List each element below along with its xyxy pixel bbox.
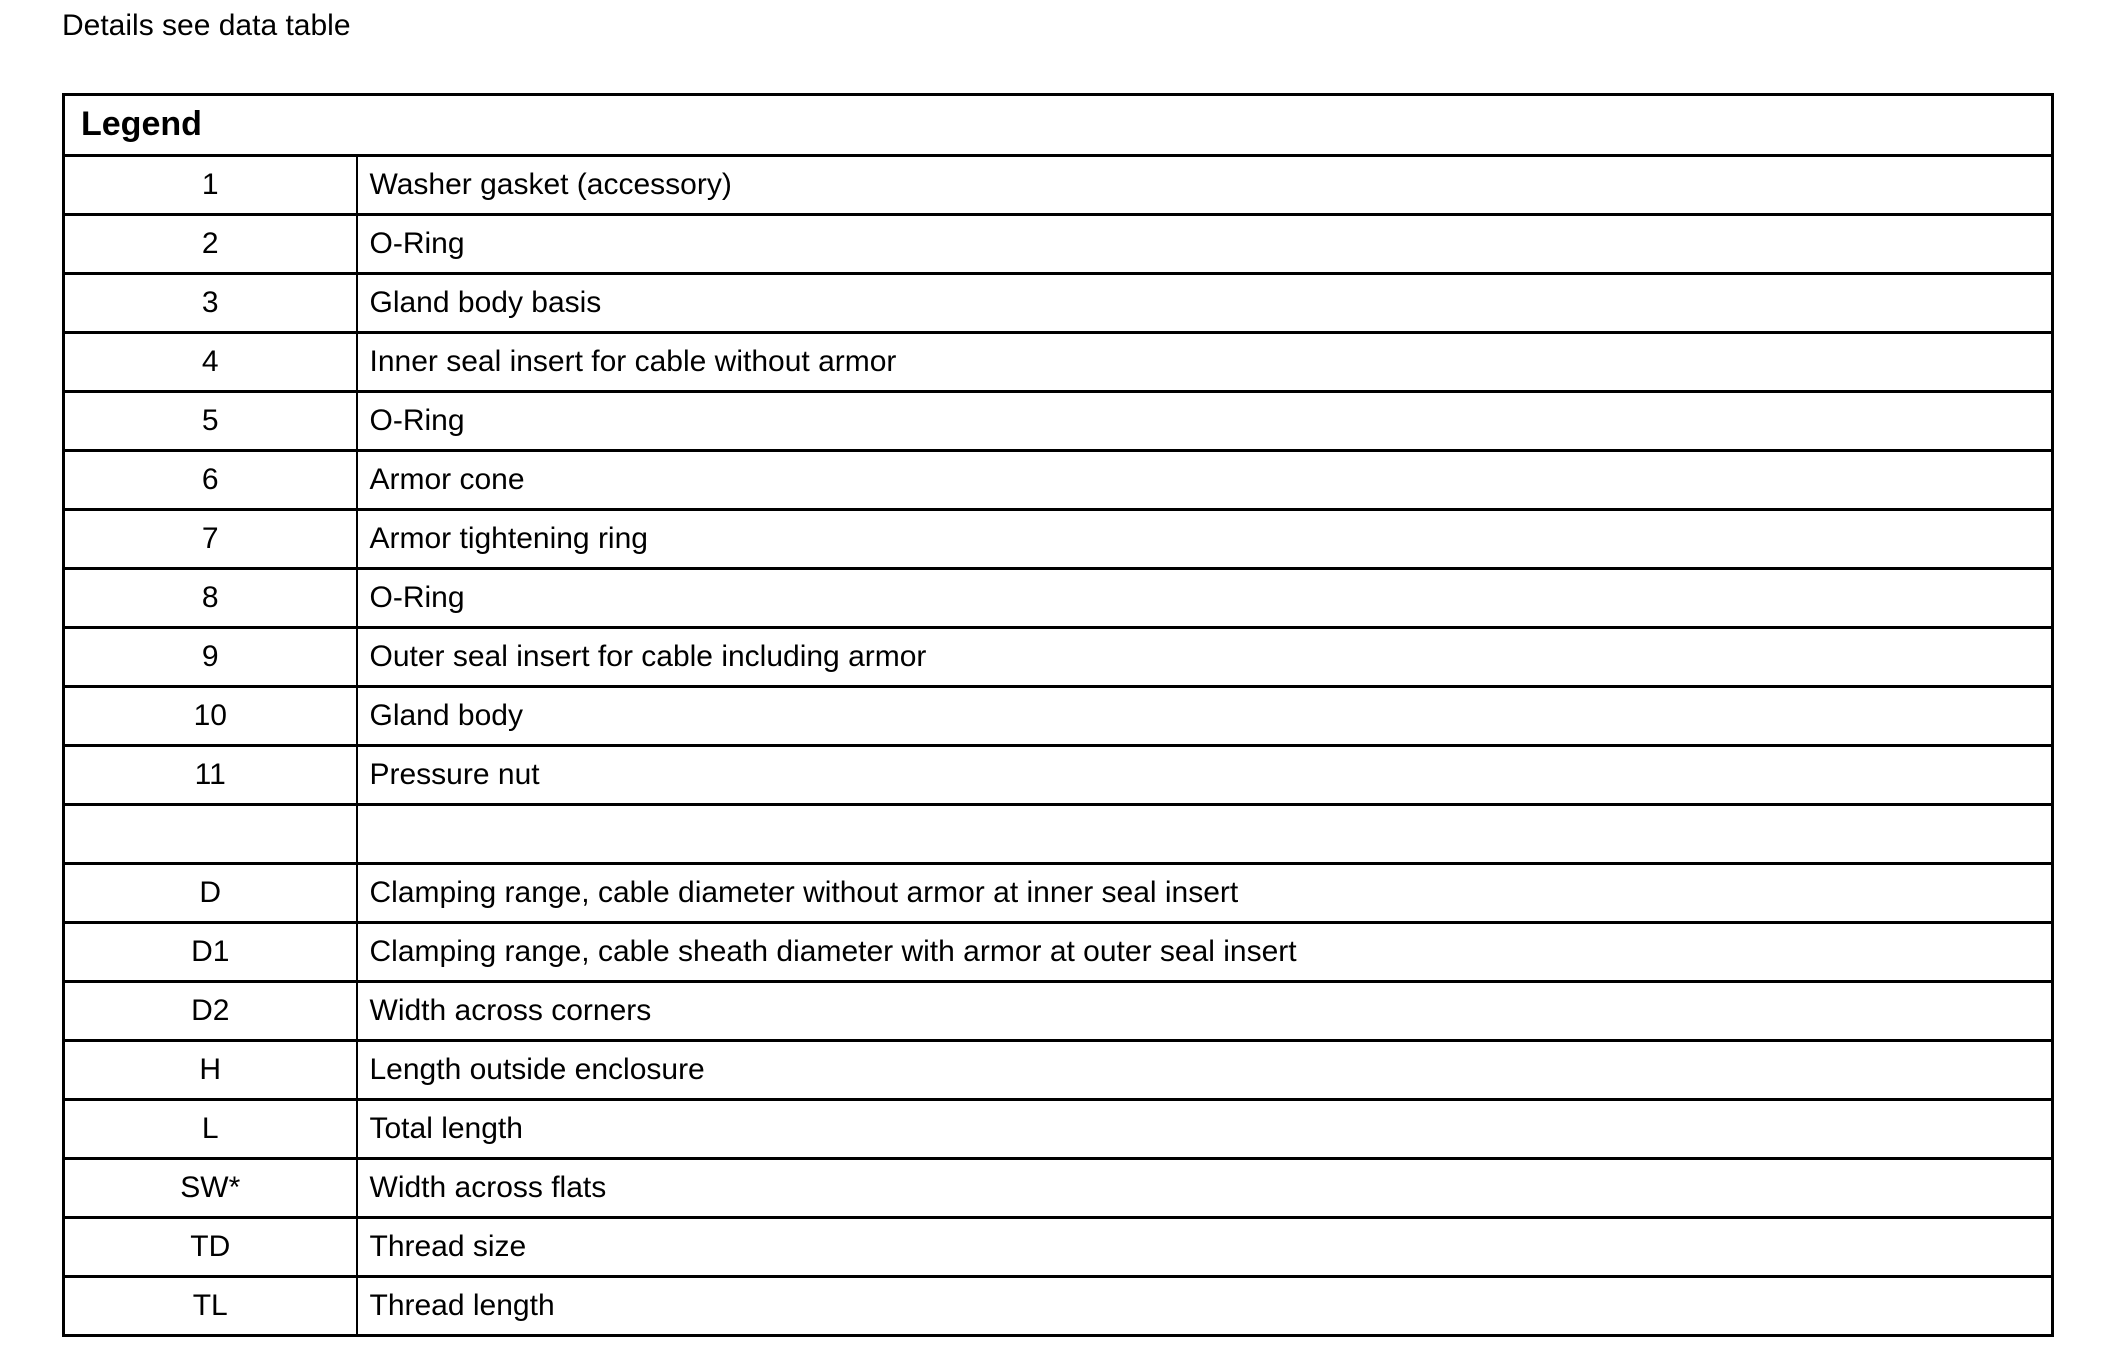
legend-table-row [64, 510, 2053, 569]
legend-row-description: Gland body basis [357, 274, 2053, 333]
legend-row-description: Armor tightening ring [357, 510, 2053, 569]
legend-row-symbol: 9 [64, 628, 357, 687]
legend-row-description: Inner seal insert for cable without armor [357, 333, 2053, 392]
legend-row-symbol: 6 [64, 451, 357, 510]
legend-row-symbol: D2 [64, 982, 357, 1041]
legend-row-description [357, 805, 2053, 864]
legend-row-symbol: 10 [64, 687, 357, 746]
legend-row-description: Outer seal insert for cable including armor [357, 628, 2053, 687]
legend-row-description: Clamping range, cable sheath diameter with armor at outer seal insert [357, 923, 2053, 982]
legend-row-symbol: 11 [64, 746, 357, 805]
legend-row-symbol: 2 [64, 215, 357, 274]
legend-row-symbol [64, 805, 357, 864]
legend-header-row [64, 95, 2053, 156]
legend-row-description: Total length [357, 1100, 2053, 1159]
legend-row-description: Gland body [357, 687, 2053, 746]
legend-row-description: Thread length [357, 1277, 2053, 1336]
legend-row-description: Thread size [357, 1218, 2053, 1277]
legend-row-symbol: TL [64, 1277, 357, 1336]
legend-row-symbol: 1 [64, 156, 357, 215]
legend-table-row [64, 156, 2053, 215]
legend-table-row [64, 392, 2053, 451]
legend-row-symbol: 3 [64, 274, 357, 333]
legend-table-row [64, 628, 2053, 687]
data-table-note: Details see data table [62, 9, 351, 42]
legend-row-symbol: 4 [64, 333, 357, 392]
legend-row-description: O-Ring [357, 392, 2053, 451]
legend-row-symbol: 5 [64, 392, 357, 451]
legend-row-symbol: 7 [64, 510, 357, 569]
legend-row-description: Width across flats [357, 1159, 2053, 1218]
legend-row-symbol: SW* [64, 1159, 357, 1218]
legend-row-description: O-Ring [357, 215, 2053, 274]
legend-row-symbol: H [64, 1041, 357, 1100]
legend-table-row [64, 746, 2053, 805]
legend-row-symbol: TD [64, 1218, 357, 1277]
legend-row-description: Pressure nut [357, 746, 2053, 805]
legend-table-body [64, 156, 2053, 1336]
legend-row-symbol: 8 [64, 569, 357, 628]
legend-table-row [64, 923, 2053, 982]
legend-table-row [64, 1218, 2053, 1277]
legend-table-row [64, 982, 2053, 1041]
legend-row-description: Clamping range, cable diameter without armor at inner seal insert [357, 864, 2053, 923]
legend-row-symbol: D [64, 864, 357, 923]
legend-table-row [64, 687, 2053, 746]
legend-table-row [64, 1277, 2053, 1336]
legend-table-row [64, 805, 2053, 864]
legend-table-row [64, 1100, 2053, 1159]
legend-row-symbol: D1 [64, 923, 357, 982]
legend-table-row [64, 864, 2053, 923]
legend-row-description: Armor cone [357, 451, 2053, 510]
legend-table-row [64, 215, 2053, 274]
legend-table [62, 93, 2054, 1337]
legend-row-description: Width across corners [357, 982, 2053, 1041]
legend-row-description: O-Ring [357, 569, 2053, 628]
legend-table-row [64, 333, 2053, 392]
legend-table-row [64, 1041, 2053, 1100]
legend-table-row [64, 274, 2053, 333]
legend-table-row [64, 1159, 2053, 1218]
legend-table-row [64, 451, 2053, 510]
legend-table-row [64, 569, 2053, 628]
legend-table-title: Legend [64, 95, 2053, 156]
legend-row-description: Washer gasket (accessory) [357, 156, 2053, 215]
legend-row-symbol: L [64, 1100, 357, 1159]
legend-row-description: Length outside enclosure [357, 1041, 2053, 1100]
